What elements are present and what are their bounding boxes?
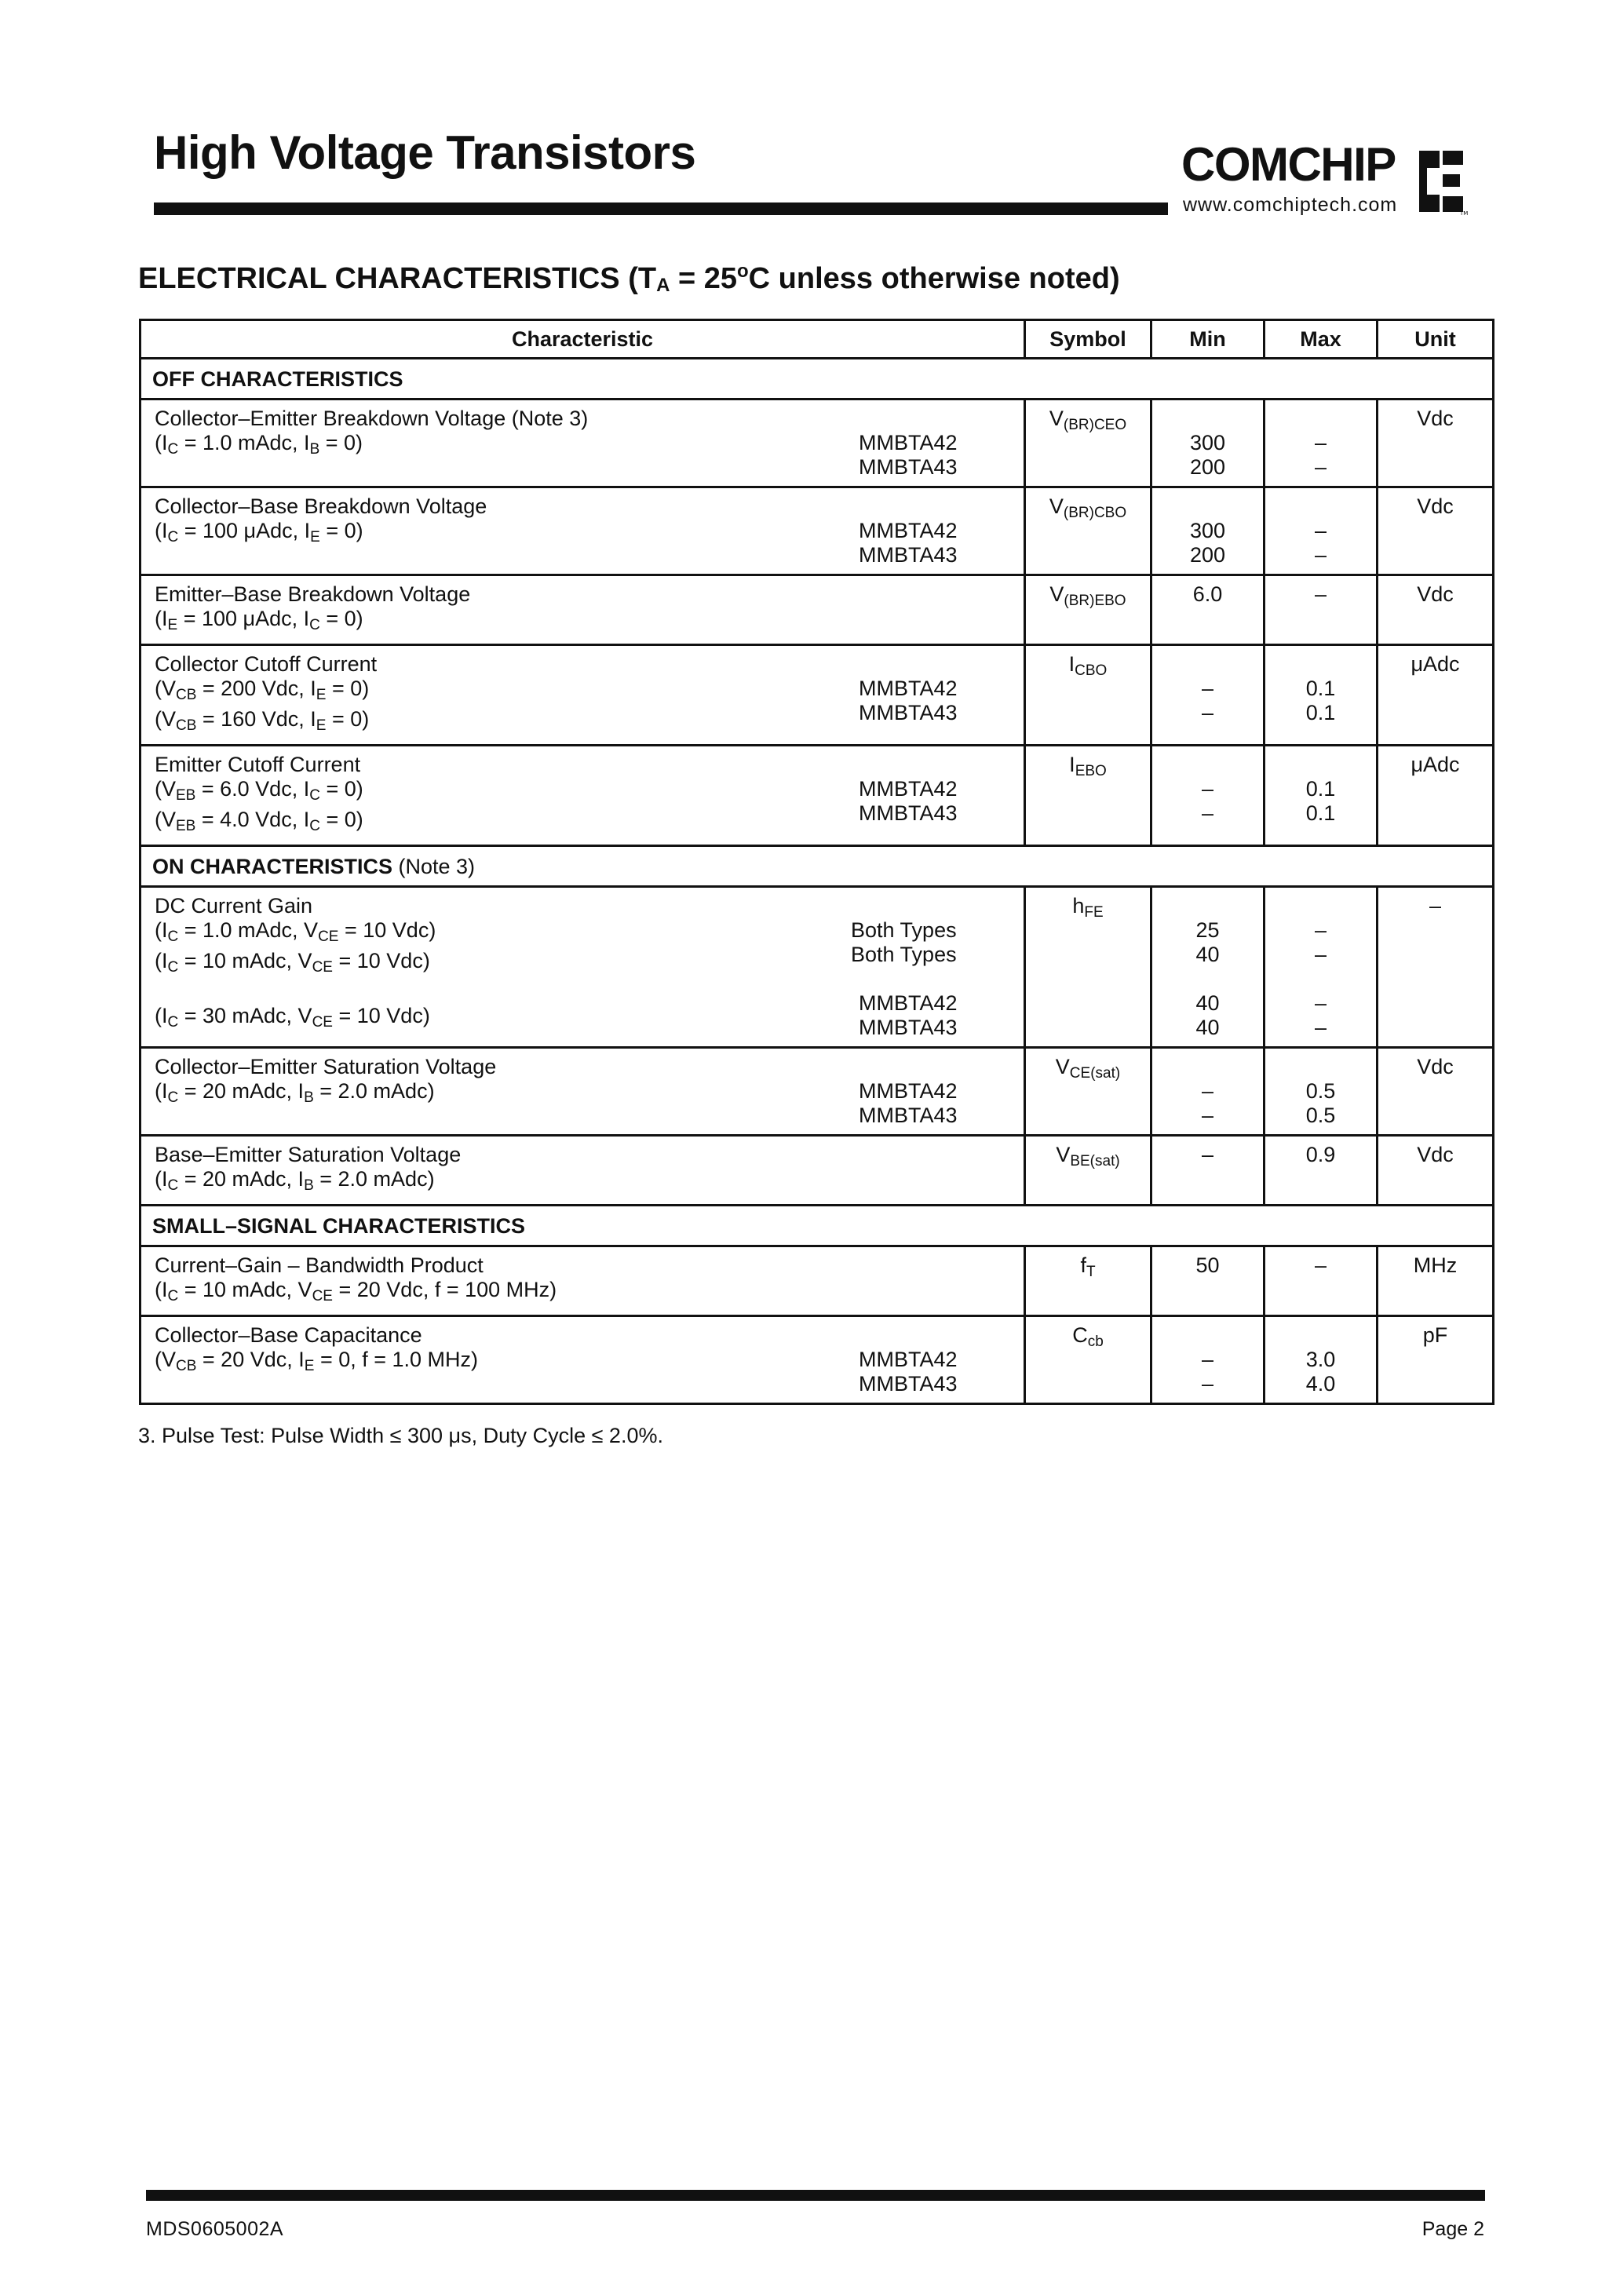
max-cell: 3.0 4.0: [1265, 1316, 1378, 1404]
device-type: MMBTA42: [859, 431, 958, 454]
section-label: OFF CHARACTERISTICS: [141, 359, 1494, 400]
unit-cell: μAdc: [1378, 746, 1494, 846]
test-condition: ($V_{EB} = 6.0$ Vdc, $I_C = 0$) ($V_{EB} = 4.0$ Vdc, $I_C = 0$): [155, 777, 363, 834]
min-cell: –: [1151, 1136, 1265, 1206]
table-row: [141, 1246, 1494, 1316]
max-cell: 0.9: [1265, 1136, 1378, 1206]
symbol-cell: $V_{(BR)EBO}$: [1025, 575, 1151, 645]
test-condition: ($I_C = 10$ mAdc, $V_{CE} = 20$ Vdc, f = 100 MHz): [155, 1278, 557, 1304]
col-header-min: Min: [1151, 320, 1265, 359]
characteristic-name: Collector–Emitter Breakdown Voltage (Note 3): [155, 407, 589, 430]
characteristic-name: Collector Cutoff Current: [155, 652, 378, 676]
table-header-row: [141, 320, 1494, 359]
col-header-unit: Unit: [1378, 320, 1494, 359]
characteristic-name: Current–Gain – Bandwidth Product: [155, 1253, 484, 1277]
device-type: MMBTA43: [859, 1372, 958, 1396]
symbol-cell: $V_{BE(sat)}$: [1025, 1136, 1151, 1206]
test-condition: ($I_C = 20$ mAdc, $I_B = 2.0$ mAdc): [155, 1079, 435, 1106]
min-cell: 300 200: [1151, 487, 1265, 575]
characteristic-name: Emitter Cutoff Current: [155, 753, 361, 776]
characteristic-name: Collector–Emitter Saturation Voltage: [155, 1055, 497, 1078]
symbol-cell: $f_T$: [1025, 1246, 1151, 1316]
device-type: MMBTA42: [859, 777, 958, 801]
max-cell: – – – –: [1265, 887, 1378, 1048]
device-type: MMBTA43: [859, 455, 958, 479]
document-id: MDS0605002A: [146, 2218, 284, 2240]
brand-name: COMCHIP: [1181, 138, 1396, 191]
min-cell: 6.0: [1151, 575, 1265, 645]
device-type: MMBTA43: [859, 1104, 958, 1127]
max-cell: –: [1265, 575, 1378, 645]
unit-cell: –: [1378, 887, 1494, 1048]
device-type: MMBTA42: [859, 1079, 958, 1103]
unit-cell: Vdc: [1378, 487, 1494, 575]
device-type: MMBTA43: [859, 1016, 958, 1039]
characteristic-name: Collector–Base Capacitance: [155, 1323, 422, 1347]
section-row-small-signal: [141, 1206, 1494, 1246]
device-type: MMBTA43: [859, 543, 958, 567]
unit-cell: μAdc: [1378, 645, 1494, 746]
table-row: [141, 400, 1494, 487]
min-cell: – –: [1151, 645, 1265, 746]
page-title: High Voltage Transistors: [154, 126, 696, 179]
unit-cell: Vdc: [1378, 1048, 1494, 1136]
max-cell: 0.1 0.1: [1265, 746, 1378, 846]
device-type: Both Types: [851, 943, 957, 966]
test-condition: ($V_{CB} = 20$ Vdc, $I_E = 0$, f = 1.0 MHz): [155, 1348, 479, 1374]
symbol-cell: $V_{(BR)CEO}$: [1025, 400, 1151, 487]
col-header-symbol: Symbol: [1025, 320, 1151, 359]
unit-cell: pF: [1378, 1316, 1494, 1404]
col-header-characteristic: Characteristic: [141, 320, 1025, 359]
table-row: [141, 487, 1494, 575]
table-row: [141, 746, 1494, 846]
table-row: [141, 1048, 1494, 1136]
test-condition: ($I_C = 1.0$ mAdc, $V_{CE} = 10$ Vdc) ($I_C = 10$ mAdc, $V_{CE} = 10$ Vdc) ($I_C = 30$ mAdc, $V_{CE} = 10$ Vdc): [155, 918, 436, 1031]
test-condition: ($V_{CB} = 200$ Vdc, $I_E = 0$) ($V_{CB} = 160$ Vdc, $I_E = 0$): [155, 677, 370, 734]
symbol-cell: $h_{FE}$: [1025, 887, 1151, 1048]
svg-text:TM: TM: [1460, 210, 1469, 217]
min-cell: – –: [1151, 746, 1265, 846]
min-cell: – –: [1151, 1048, 1265, 1136]
device-type: Both Types: [851, 918, 957, 942]
electrical-characteristics-table: [139, 319, 1494, 1405]
unit-cell: Vdc: [1378, 400, 1494, 487]
symbol-cell: $V_{(BR)CBO}$: [1025, 487, 1151, 575]
max-cell: 0.5 0.5: [1265, 1048, 1378, 1136]
test-condition: ($I_C = 100$ μAdc, $I_E = 0$): [155, 519, 363, 545]
device-type: MMBTA43: [859, 801, 958, 825]
page-number: Page 2: [1421, 2218, 1484, 2240]
footer-rule: [146, 2190, 1485, 2201]
max-cell: 0.1 0.1: [1265, 645, 1378, 746]
symbol-cell: $C_{cb}$: [1025, 1316, 1151, 1404]
comchip-ce-logo-icon: [1419, 146, 1469, 217]
unit-cell: Vdc: [1378, 575, 1494, 645]
max-cell: – –: [1265, 487, 1378, 575]
table-row: [141, 575, 1494, 645]
characteristic-name: Collector–Base Breakdown Voltage: [155, 494, 487, 518]
device-type: MMBTA42: [859, 677, 958, 700]
footnote: 3. Pulse Test: Pulse Width ≤ 300 μs, Duty Cycle ≤ 2.0%.: [138, 1424, 663, 1447]
table-row: [141, 645, 1494, 746]
test-condition: ($I_E = 100$ μAdc, $I_C = 0$): [155, 607, 363, 633]
symbol-cell: $I_{EBO}$: [1025, 746, 1151, 846]
device-type: MMBTA42: [859, 519, 958, 542]
characteristic-name: Base–Emitter Saturation Voltage: [155, 1143, 462, 1166]
min-cell: 25 40 40 40: [1151, 887, 1265, 1048]
test-condition: ($I_C = 20$ mAdc, $I_B = 2.0$ mAdc): [155, 1167, 435, 1194]
device-type: MMBTA43: [859, 701, 958, 724]
symbol-cell: $V_{CE(sat)}$: [1025, 1048, 1151, 1136]
col-header-max: Max: [1265, 320, 1378, 359]
max-cell: –: [1265, 1246, 1378, 1316]
characteristic-name: Emitter–Base Breakdown Voltage: [155, 582, 471, 606]
section-row-off: [141, 359, 1494, 400]
unit-cell: MHz: [1378, 1246, 1494, 1316]
table-row: [141, 1136, 1494, 1206]
section-label: ON CHARACTERISTICS (Note 3): [141, 846, 1494, 887]
test-condition: ($I_C = 1.0$ mAdc, $I_B = 0$): [155, 431, 363, 458]
min-cell: 50: [1151, 1246, 1265, 1316]
title-rule: [154, 202, 1168, 215]
table-row: [141, 887, 1494, 1048]
unit-cell: Vdc: [1378, 1136, 1494, 1206]
section-title: ELECTRICAL CHARACTERISTICS ($T_A = 25^oC$ unless otherwise noted): [138, 261, 1120, 296]
device-type: MMBTA42: [859, 1348, 958, 1371]
characteristic-name: DC Current Gain: [155, 894, 313, 918]
brand-url: www.comchiptech.com: [1183, 194, 1398, 216]
max-cell: – –: [1265, 400, 1378, 487]
device-type: MMBTA42: [859, 991, 958, 1015]
table-row: [141, 1316, 1494, 1404]
min-cell: – –: [1151, 1316, 1265, 1404]
symbol-cell: $I_{CBO}$: [1025, 645, 1151, 746]
section-label: SMALL–SIGNAL CHARACTERISTICS: [141, 1206, 1494, 1246]
section-row-on: [141, 846, 1494, 887]
min-cell: 300 200: [1151, 400, 1265, 487]
